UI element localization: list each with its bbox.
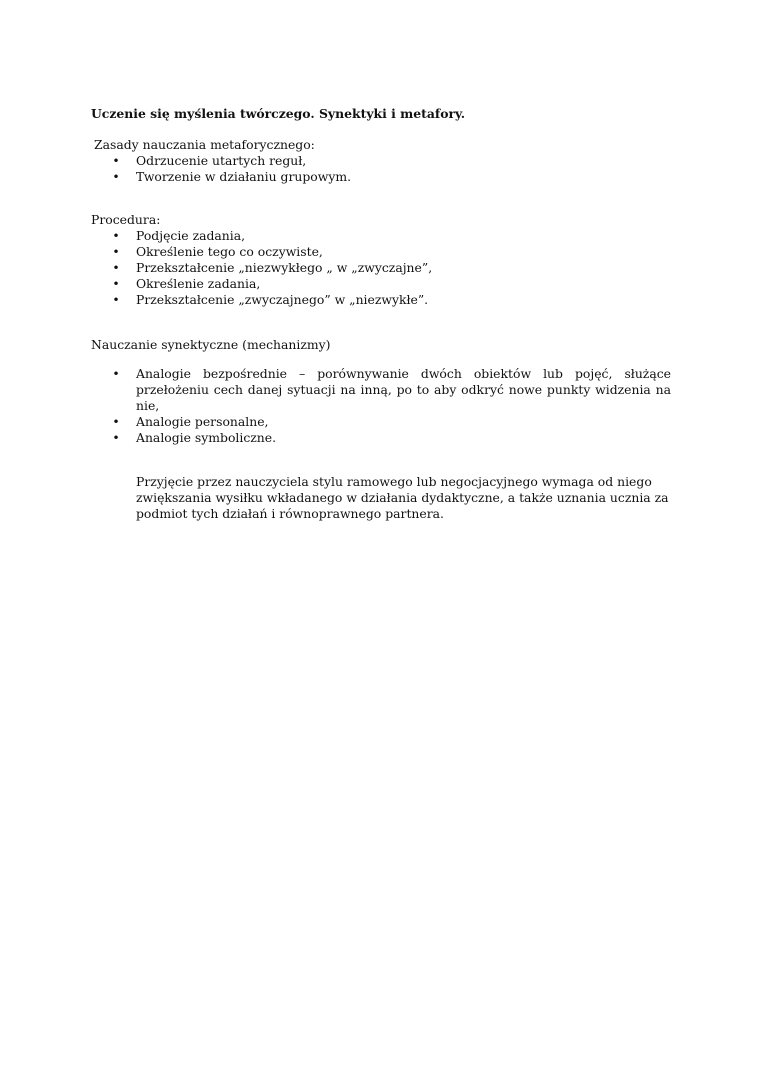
bullet-icon: • [112, 430, 120, 445]
list-item [91, 153, 671, 169]
bullet-icon: • [112, 260, 120, 275]
metaphorical-teaching-list [91, 153, 671, 185]
list-item [91, 430, 671, 446]
list-item [91, 366, 671, 414]
bullet-icon: • [112, 169, 120, 184]
list-item-text: Określenie zadania, [136, 276, 261, 291]
section-procedure-label: Procedura: [91, 212, 161, 227]
bullet-icon: • [112, 244, 120, 259]
list-item [91, 260, 671, 276]
synectic-mechanisms-list [91, 366, 671, 446]
document-title: Uczenie się myślenia twórczego. Synektyki i metafory. [91, 106, 466, 121]
list-item-text: Tworzenie w działaniu grupowym. [136, 169, 352, 184]
bullet-icon: • [112, 276, 120, 291]
bullet-icon: • [112, 292, 120, 307]
list-item-text: Przekształcenie „zwyczajnego” w „niezwykłe”. [136, 292, 429, 307]
list-item [91, 169, 671, 185]
list-item-text: Odrzucenie utartych reguł, [136, 153, 307, 168]
list-item-text: Określenie tego co oczywiste, [136, 244, 323, 259]
list-item-text: Analogie personalne, [136, 414, 269, 429]
section-metaphorical-teaching-label: Zasady nauczania metaforycznego: [94, 137, 315, 152]
procedure-list [91, 228, 671, 308]
list-item-text: Analogie symboliczne. [136, 430, 277, 445]
list-item [91, 228, 671, 244]
closing-paragraph: Przyjęcie przez nauczyciela stylu ramowego lub negocjacyjnego wymaga od niego zwiększania wysiłku wkładanego w działania dydaktyczne, a także uznania ucznia za podmiot tych działań i równoprawnego partnera. [136, 474, 669, 521]
list-item-text: Przekształcenie „niezwykłego „ w „zwyczajne”, [136, 260, 433, 275]
list-item-text: Podjęcie zadania, [136, 228, 246, 243]
list-item-text: Analogie bezpośrednie – porównywanie dwóch obiektów lub pojęć, służące przełożeniu cech danej sytuacji na inną, po to aby odkryć nowe punkty widzenia na nie, [136, 366, 671, 413]
bullet-icon: • [112, 228, 120, 243]
bullet-icon: • [112, 414, 120, 429]
bullet-icon: • [112, 153, 120, 168]
bullet-icon: • [112, 366, 120, 381]
list-item [91, 244, 671, 260]
list-item [91, 276, 671, 292]
list-item [91, 292, 671, 308]
section-synectic-teaching-label: Nauczanie synektyczne (mechanizmy) [91, 337, 331, 352]
list-item [91, 414, 671, 430]
